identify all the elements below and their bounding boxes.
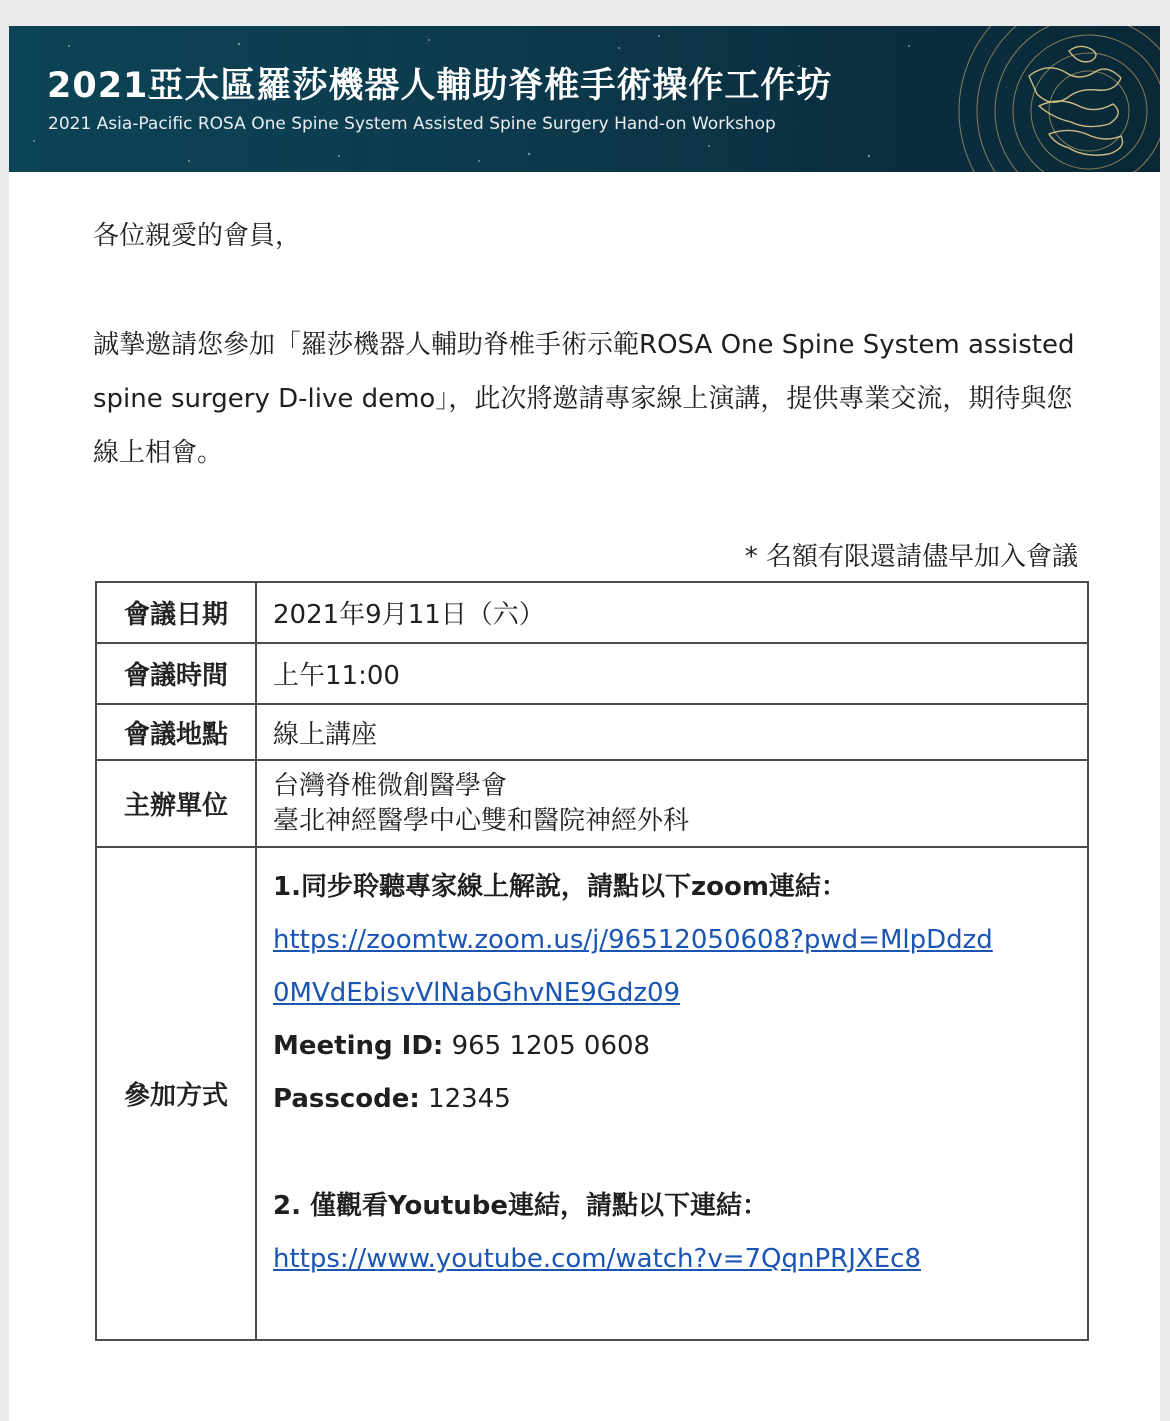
zoom-link-part2[interactable]: 0MVdEbisvVlNabGhvNE9Gdz09 — [273, 978, 681, 1008]
host-label: 主辦單位 — [96, 760, 256, 847]
time-label: 會議時間 — [96, 643, 256, 704]
zoom-heading: 1.同步聆聽專家線上解說，請點以下zoom連結： — [273, 872, 847, 902]
header-banner — [9, 26, 1160, 172]
table-row — [96, 643, 1088, 704]
host-value — [256, 760, 1088, 847]
passcode-label: Passcode: — [273, 1084, 420, 1114]
table-row — [96, 760, 1088, 847]
meeting-id-label: Meeting ID: — [273, 1031, 444, 1061]
meeting-info-table — [95, 581, 1089, 1341]
email-card — [9, 26, 1160, 1421]
date-label: 會議日期 — [96, 582, 256, 643]
youtube-link[interactable]: https://www.youtube.com/watch?v=7QqnPRJXEc8 — [273, 1244, 921, 1274]
passcode-row — [273, 1073, 1087, 1126]
intro-paragraph: 誠摯邀請您參加「羅莎機器人輔助脊椎手術示範ROSA One Spine System assisted spine surgery D-live demo」，此次將邀請專家線上演講，提供專業交流，期待與您線上相會。 — [93, 330, 1075, 468]
table-row — [96, 704, 1088, 760]
host-organizer-1: 台灣脊椎微創醫學會 — [273, 770, 508, 801]
banner-title: 2021亞太區羅莎機器人輔助脊椎手術操作工作坊 — [47, 66, 833, 106]
host-organizer-2: 臺北神經醫學中心雙和醫院神經外科 — [273, 805, 690, 836]
youtube-heading: 2. 僅觀看Youtube連結，請點以下連結： — [273, 1191, 769, 1221]
passcode-value: 12345 — [419, 1084, 511, 1114]
date-value: 2021年9月11日（六） — [256, 582, 1088, 643]
greeting-text: 各位親愛的會員， — [93, 221, 302, 251]
place-label: 會議地點 — [96, 704, 256, 760]
table-row — [96, 847, 1088, 1340]
method-value — [256, 847, 1088, 1340]
place-value: 線上講座 — [256, 704, 1088, 760]
zoom-link-part1[interactable]: https://zoomtw.zoom.us/j/96512050608?pwd=MlpDdzd — [273, 925, 993, 955]
time-value: 上午11:00 — [256, 643, 1088, 704]
method-label: 參加方式 — [96, 847, 256, 1340]
meeting-id-row — [273, 1020, 1087, 1073]
table-row — [96, 582, 1088, 643]
banner-subtitle: 2021 Asia-Pacific ROSA One Spine System Assisted Spine Surgery Hand-on Workshop — [48, 114, 776, 134]
meeting-id-value: 965 1205 0608 — [443, 1031, 651, 1061]
capacity-note: * 名額有限還請儘早加入會議 — [744, 542, 1078, 572]
